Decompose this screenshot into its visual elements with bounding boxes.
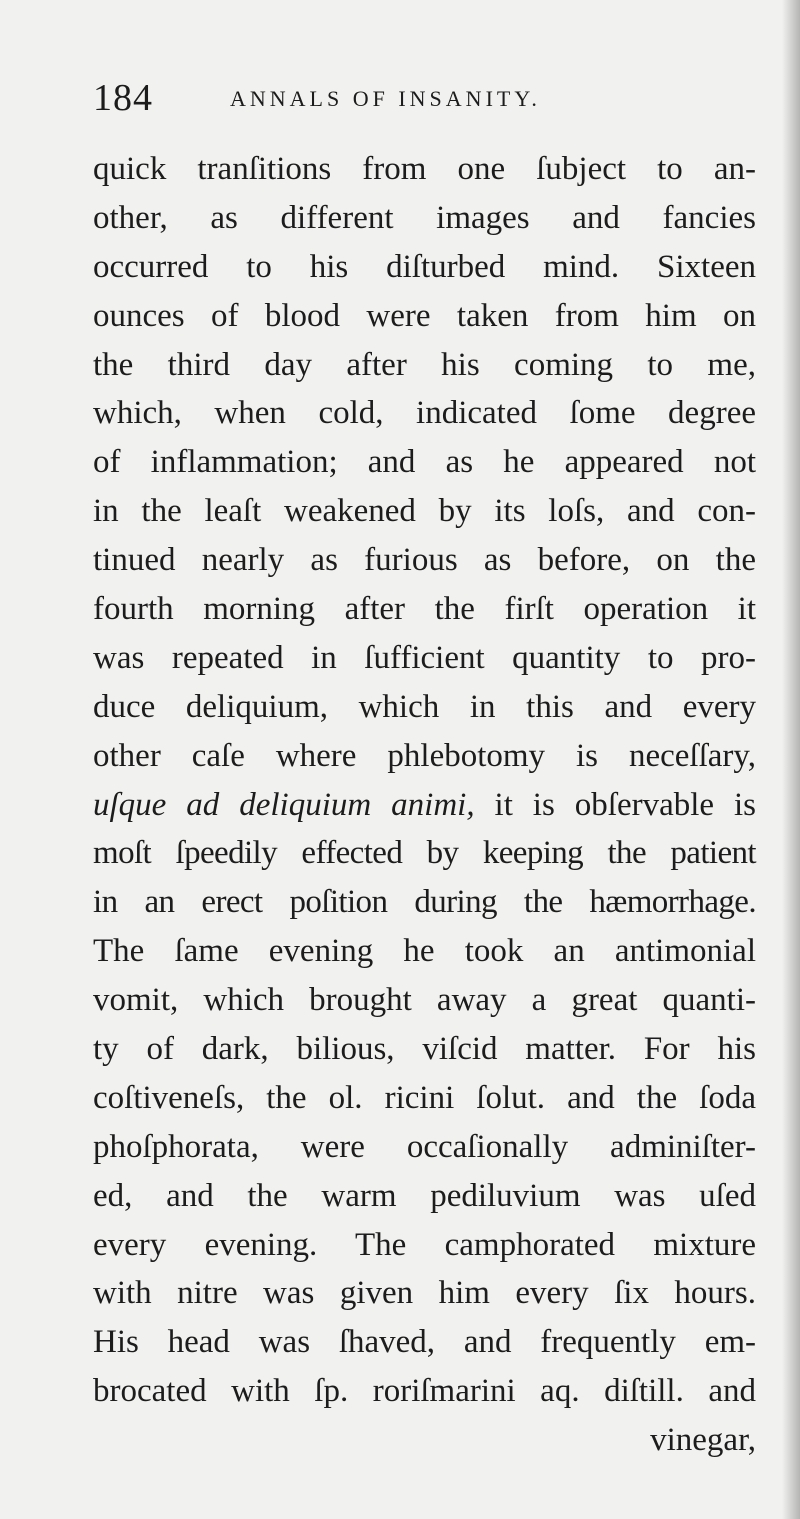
text-line: other caſe where phlebotomy is neceſſary, <box>93 737 756 774</box>
text-line: quick tranſitions from one ſubject to an- <box>93 151 756 187</box>
body-text <box>93 145 756 1465</box>
text-line: brocated with ſp. roriſmarini aq. diſtill. and <box>93 1373 756 1410</box>
text-line: which, when cold, indicated ſome degree <box>93 395 756 432</box>
text-line: in an erect poſition during the hæmorrhage. <box>93 884 756 921</box>
text-line: with nitre was given him every ſix hours. <box>93 1275 756 1312</box>
page-number: 184 <box>93 77 153 119</box>
text-line-italic <box>93 781 756 830</box>
text-line: phoſphorata, were occaſionally adminiſter- <box>93 1128 756 1165</box>
page-edge-shadow <box>782 0 800 1519</box>
text-line: occurred to his diſturbed mind. Sixteen <box>93 248 756 285</box>
text-line: duce deliquium, which in this and every <box>93 688 756 725</box>
text-line: was repeated in ſufficient quantity to pro- <box>93 639 756 676</box>
catchword: vinegar, <box>650 1422 756 1459</box>
page-header <box>93 78 713 118</box>
italic-line-rest: it is obſervable is <box>474 786 756 823</box>
text-line: in the leaſt weakened by its loſs, and con- <box>93 493 756 530</box>
text-line: The ſame evening he took an antimonial <box>93 933 756 970</box>
latin-italic-phrase: uſque ad deliquium animi, <box>93 786 475 823</box>
text-line: other, as different images and fancies <box>93 199 756 236</box>
text-line: ty of dark, bilious, viſcid matter. For his <box>93 1031 756 1068</box>
text-line: the third day after his coming to me, <box>93 346 756 383</box>
text-line: tinued nearly as furious as before, on the <box>93 542 756 579</box>
text-line: every evening. The camphorated mixture <box>93 1226 756 1263</box>
text-line: of inflammation; and as he appeared not <box>93 444 756 481</box>
text-line: His head was ſhaved, and frequently em- <box>93 1324 756 1361</box>
text-line: ounces of blood were taken from him on <box>93 297 756 334</box>
text-line: coſtiveneſs, the ol. ricini ſolut. and the ſoda <box>93 1079 756 1116</box>
text-line: fourth morning after the firſt operation it <box>93 591 756 628</box>
running-title: ANNALS OF INSANITY. <box>230 86 541 111</box>
text-line: moſt ſpeedily effected by keeping the patient <box>93 835 756 872</box>
text-line: ed, and the warm pediluvium was uſed <box>93 1177 756 1214</box>
text-line: vomit, which brought away a great quanti- <box>93 982 756 1019</box>
